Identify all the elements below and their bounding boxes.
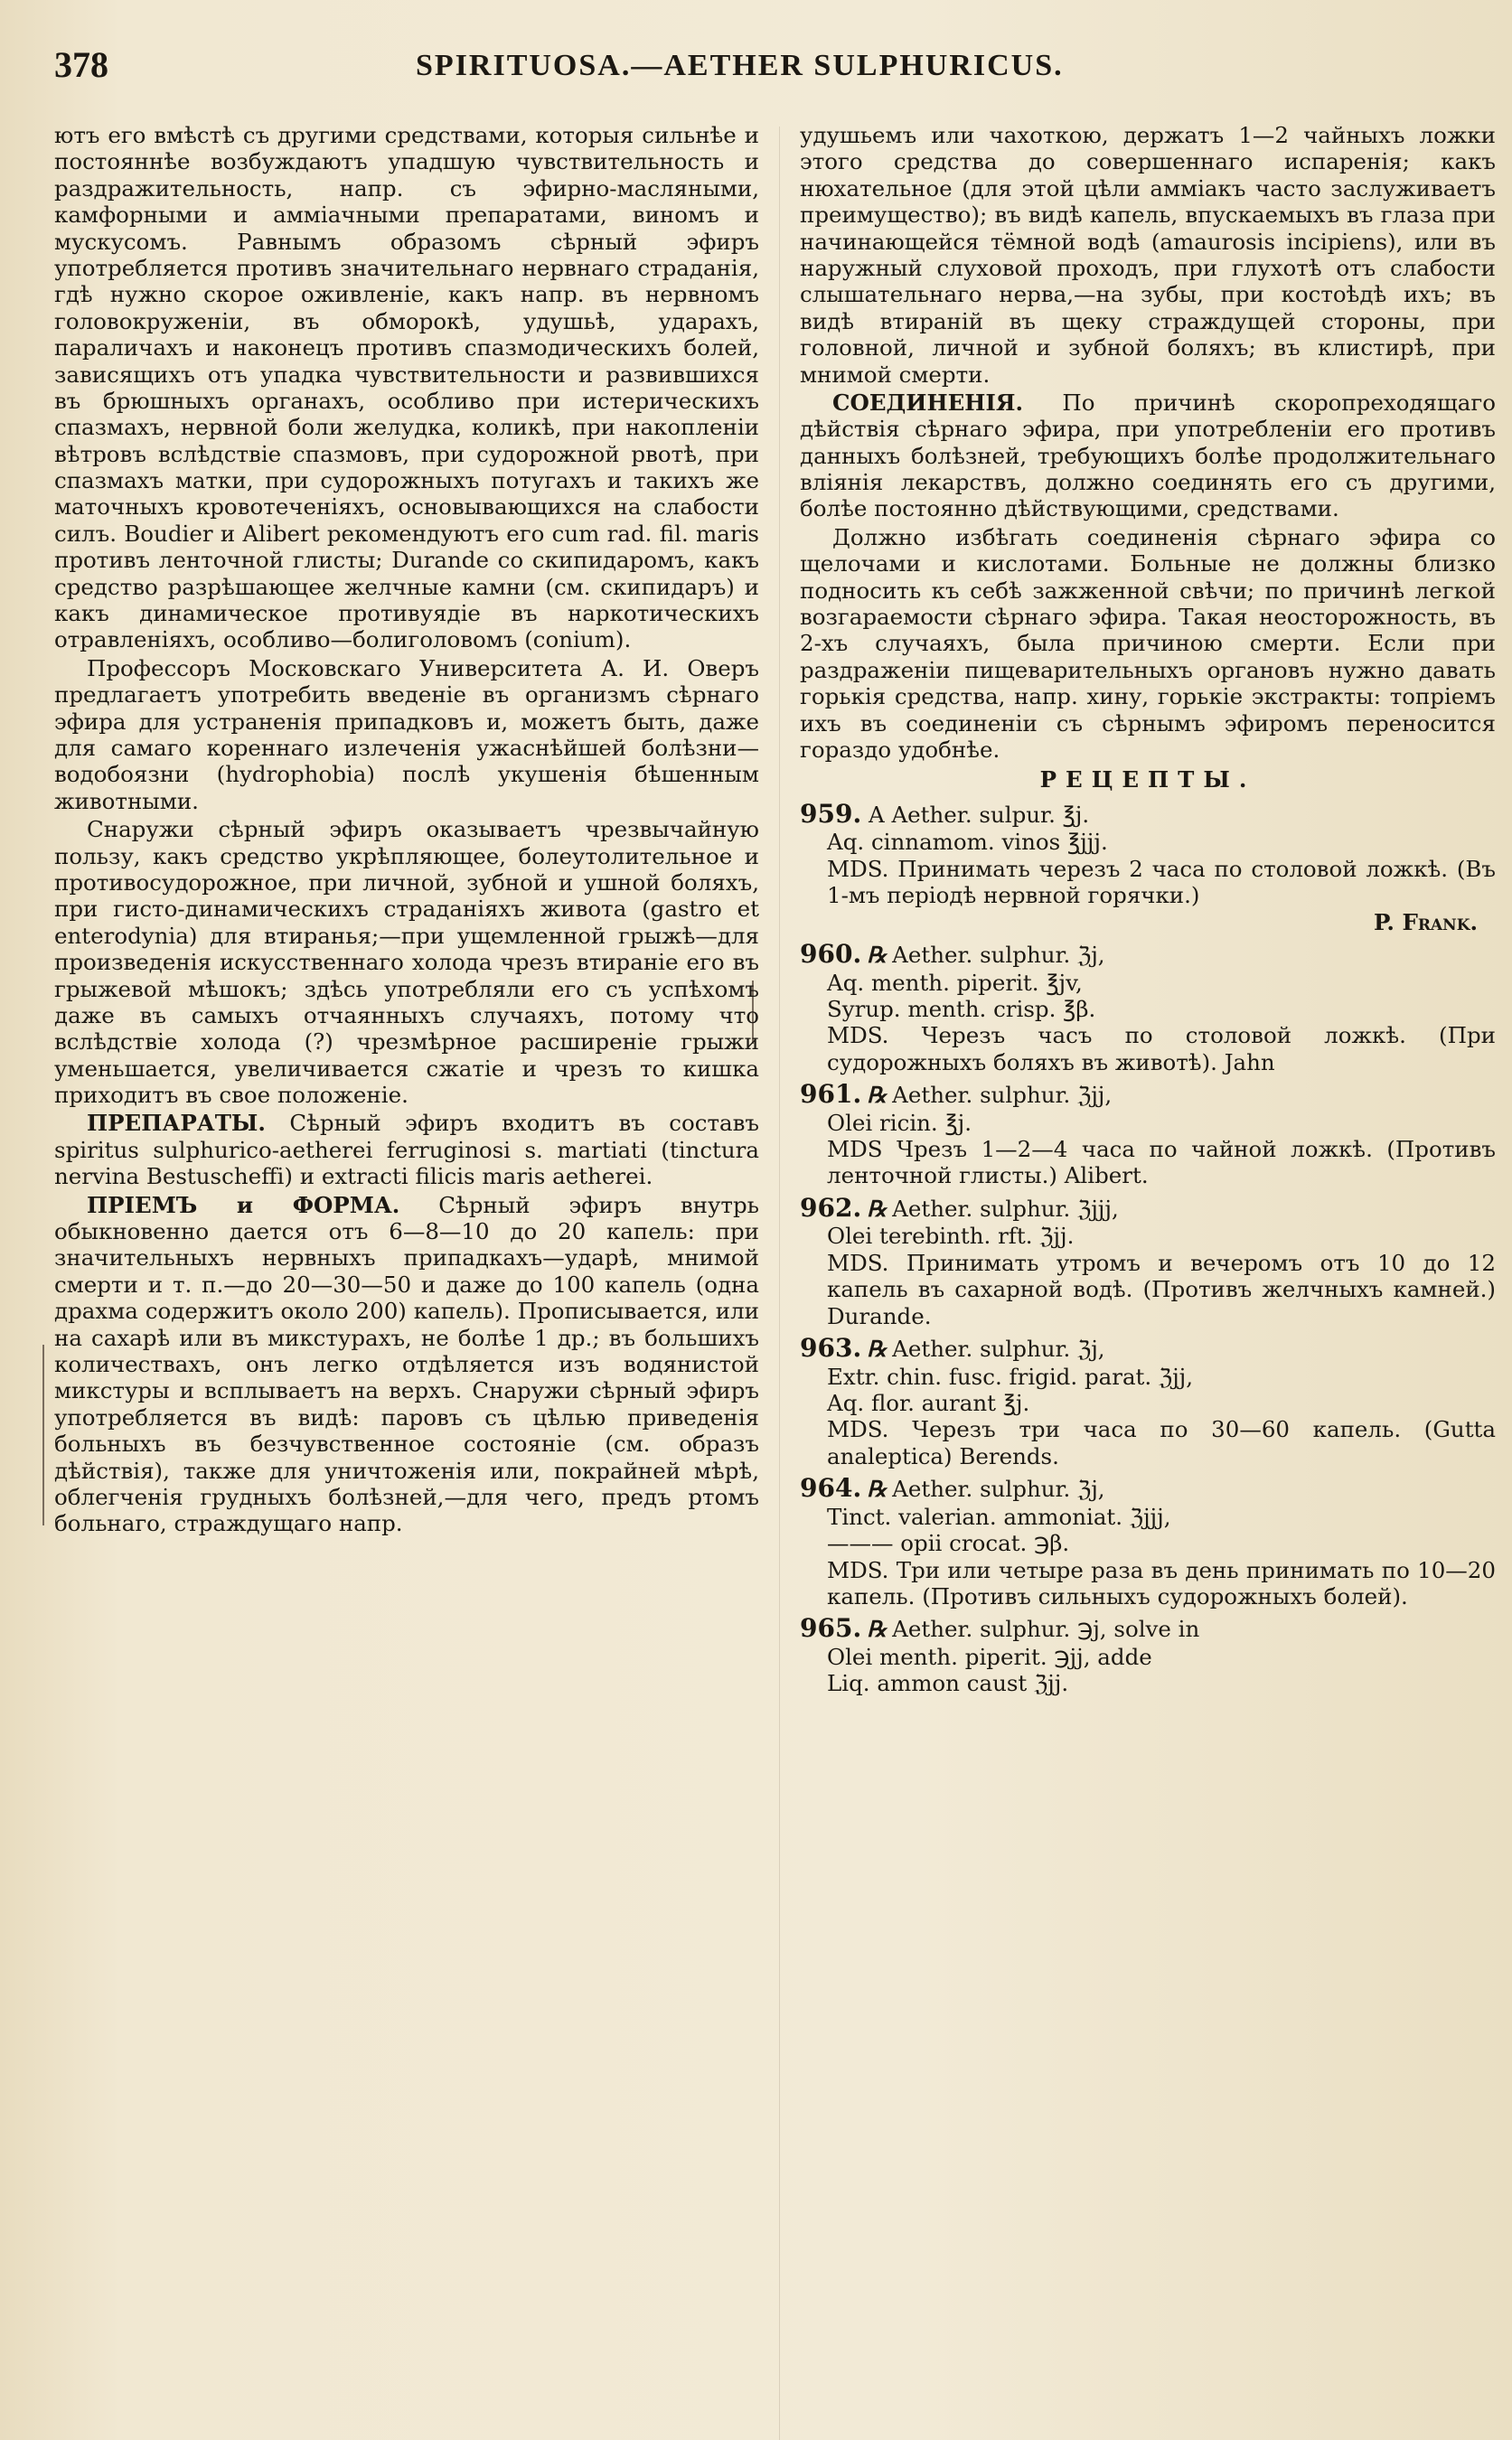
running-head: [54, 43, 1458, 98]
recipe: [800, 1473, 1496, 1609]
recipe-first-line: [800, 1333, 1496, 1364]
recipe-symbol: ℞: [867, 941, 887, 968]
recipe-first-line: [800, 799, 1496, 830]
recipe-ingredient: Aether. sulphur. ℨj,: [892, 1476, 1105, 1503]
recipe-line: MDS. Черезъ часъ по столовой ложкѣ. (При судорожныхъ боляхъ въ животѣ). Jahn: [827, 1022, 1496, 1075]
recipe-number: 960.: [800, 938, 862, 969]
recipe: [800, 799, 1496, 935]
recipe-line: MDS. Принимать черезъ 2 часа по столовой ложкѣ. (Въ 1-мъ періодѣ нервной горячки.): [827, 855, 1496, 909]
column-gutter: [779, 127, 780, 2440]
recipe-first-line: [800, 1193, 1496, 1224]
recipe-line: Aq. cinnamom. vinos ℥jjj.: [827, 829, 1108, 856]
section-heading: СОЕДИНЕНІЯ.: [832, 389, 1024, 416]
recipe: [800, 1333, 1496, 1469]
recipe: [800, 1193, 1496, 1329]
recipe-first-line: [800, 1079, 1496, 1110]
recipe-symbol: ℞: [867, 1616, 887, 1643]
paragraph: Профессоръ Московскаго Университета А. И. Оверъ предлагаетъ употребить введеніе въ организмъ сѣрнаго эфира для устраненія припадковъ и, можетъ быть, даже для самаго кореннаго излеченія ужаснѣйшей болѣзни—водобоязни (hydrophobia) послѣ укушенія бѣшенным животными.: [54, 654, 759, 814]
recipe-first-line: [800, 939, 1496, 970]
section-heading: ПРЕПАРАТЫ.: [87, 1110, 266, 1137]
paragraph-text: Сѣрный эфиръ входитъ въ составъ spiritus sulphurico-aetherei ferruginosi s. martiati (tinctura nervina Bestuscheffi) и extracti filicis maris aetherei.: [54, 1110, 760, 1190]
recipe-line: Olei menth. piperit. ℈jj, adde: [827, 1643, 1152, 1670]
paragraph: ютъ его вмѣстѣ съ другими средствами, которыя сильнѣе и постояннѣе возбуждаютъ упадшую чувствительность и раздражительность, напр. съ эфирно-масляными, камфорными и амміачными препаратами, виномъ и мускусомъ. Равнымъ образомъ сѣрный эфиръ употребляется противъ значительнаго нервнаго страданія, гдѣ нужно скорое оживленіе, какъ напр. въ нервномъ головокруженіи, въ обморокѣ, удушьѣ, ударахъ, параличахъ и наконецъ противъ спазмодическихъ болей, зависящихъ отъ упадка чувствительности и развившихся въ брюшныхъ органахъ, особливо при истерическихъ спазмахъ, нервной боли желудка, коликѣ, при накопленіи вѣтровъ вслѣдствіе спазмовъ, при судорожной рвотѣ, при спазмахъ матки, при судорожныхъ потугахъ и такихъ же маточныхъ кровотеченіяхъ, основывающихся на слабости силъ. Boudier и Alibert рекомендуютъ его cum rad. fil. maris противъ ленточной глисты; Durande со скипидаромъ, какъ средство разрѣшающее желчные камни (см. скипидаръ) и какъ динамическое противуядіе въ наркотическихъ отравленіяхъ, особливо—болиголовомъ (conium).: [54, 122, 759, 653]
paragraph: удушьемъ или чахоткою, держатъ 1—2 чайныхъ ложки этого средства до совершеннаго испаренія; какъ нюхательное (для этой цѣли амміакъ часто заслуживаетъ преимущество); въ видѣ капель, впускаемыхъ въ глаза при начинающейся тёмной водѣ (amaurosis incipiens), или въ наружный слуховой проходъ, при глухотѣ отъ слабости слышательнаго нерва,—на зубы, при костоѣдѣ ихъ; въ видѣ втираній въ щеку страждущей стороны, при головной, личной и зубной боляхъ; въ клистирѣ, при мнимой смерти.: [800, 122, 1496, 388]
recipe: [800, 1079, 1496, 1189]
recipe-ingredient: Aether. sulphur. ℨjj,: [892, 1082, 1113, 1109]
recipe-number: 962.: [800, 1192, 862, 1223]
paragraph: [54, 1192, 759, 1537]
recipe-line: Olei ricin. ℥j.: [827, 1109, 972, 1136]
recipe-line: ——— opii crocat. ℈β.: [827, 1530, 1070, 1557]
recipe-ingredient: Aether. sulphur. ℨjjj,: [892, 1195, 1119, 1222]
recipe-symbol: ℞: [867, 1082, 887, 1109]
recipe-symbol: ℞: [867, 1476, 887, 1503]
recipe-number: 959.: [800, 798, 862, 829]
paragraph: Должно избѣгать соединенія сѣрнаго эфира со щелочами и кислотами. Больные не должны близко подносить къ себѣ зажженной свѣчи; по причинѣ легкой возгараемости сѣрнаго эфира. Такая неосторожность, въ 2-хъ случаяхъ, была причиною смерти. Если при раздраженіи пищеварительныхъ органовъ нужно давать горькія средства, напр. хину, горькіе экстракты: топріемъ ихъ въ соединеніи съ сѣрнымъ эфиромъ переносится гораздо удобнѣе.: [800, 523, 1496, 763]
recipe-line: Aq. flor. aurant ℥j.: [827, 1389, 1030, 1416]
recipe: [800, 1613, 1496, 1696]
paragraph: Снаружи сѣрный эфиръ оказываетъ чрезвычайную пользу, какъ средство укрѣпляющее, болеутолительное и противосудорожное, при личной, зубной и ушной боляхъ, при гисто-динамическихъ страданіяхъ живота (gastro et enterodynia) для втиранья;—при ущемленной грыжѣ—для произведенія искусственнаго холода чрезъ втираніе его въ грыжевой мѣшокъ; здѣсь употребляли его съ успѣхомъ даже въ самыхъ отчаянныхъ случаяхъ, потому что вслѣдствіе холода (?) чрезмѣрное расширеніе грыжи уменьшается, увеличивается сжатіе и чрезъ то кишка приходитъ въ свое положеніе.: [54, 816, 759, 1109]
recipe-line: MDS. Черезъ три часа по 30—60 капель. (Gutta analeptica) Berends.: [827, 1416, 1496, 1469]
recipe-number: 964.: [800, 1473, 862, 1504]
recipe-number: 961.: [800, 1079, 862, 1110]
page-number: 378: [54, 44, 108, 85]
recipe-line: MDS Чрезъ 1—2—4 часа по чайной ложкѣ. (Противъ ленточной глисты.) Alibert.: [827, 1136, 1496, 1189]
recipe-line: Syrup. menth. crisp. ℥β.: [827, 995, 1096, 1022]
recipe-number: 963.: [800, 1333, 862, 1363]
recipe-first-line: [800, 1473, 1496, 1504]
recipe-ingredient: Aether. sulphur. ℨj,: [892, 1336, 1105, 1362]
recipe-number: 965.: [800, 1613, 862, 1644]
running-title: SPIRITUOSA.—AETHER SULPHURICUS.: [416, 49, 1064, 82]
left-column: [54, 122, 759, 1539]
recipe-ingredient: Aether. sulphur. ℈j, solve in: [892, 1616, 1200, 1643]
recipe-first-line: [800, 1613, 1496, 1644]
recipe-line: Extr. chin. fusc. frigid. parat. ℨjj,: [827, 1363, 1194, 1390]
paragraph-text: По причинѣ скоропреходящаго дѣйствія сѣрнаго эфира, при употребленіи его противъ данныхъ болѣзней, требующихъ болѣе продолжительнаго вліянія лекарствъ, должно соединять его съ другими, болѣе постоянно дѣйствующими, средствами.: [800, 389, 1496, 522]
recipe-line: Aq. menth. piperit. ℥jv,: [827, 969, 1083, 996]
right-column: [800, 122, 1496, 1697]
recipes-heading: РЕЦЕПТЫ.: [1039, 766, 1256, 793]
recipe-line: MDS. Принимать утромъ и вечеромъ отъ 10 до 12 капель въ сахарной водѣ. (Противъ желчныхъ камней.) Durande.: [827, 1249, 1496, 1329]
paragraph: [54, 1110, 759, 1189]
pencil-margin-mark: [42, 1345, 44, 1525]
recipe-line: Olei terebinth. rft. ℨjj.: [827, 1223, 1075, 1250]
paragraph-text: Сѣрный эфиръ внутрь обыкновенно дается отъ 6—8—10 до 20 капель: при значительныхъ нервныхъ припадкахъ—ударѣ, мнимой смерти и т. п.—до 20—30—50 и даже до 100 капель (одна драхма содержитъ около 200) капель). Прописывается, или на сахарѣ или въ микстурахъ, не болѣе 1 др.; въ большихъ количествахъ, онъ легко отдѣляется изъ водянистой микстуры и всплываетъ на верхъ. Снаружи сѣрный эфиръ употребляется въ видѣ: паровъ съ цѣлью приведенія больныхъ въ безчувственное состояніе (см. образъ дѣйствія), также для уничтоженія или, покрайней мѣрѣ, облегченія грудныхъ болѣзней,—для чего, предъ ртомъ больнаго, страждущаго напр.: [54, 1191, 759, 1537]
recipe-symbol: ℞: [867, 1336, 887, 1362]
recipe-line: MDS. Три или четыре раза въ день принимать по 10—20 капель. (Противъ сильныхъ судорожныхъ болей).: [827, 1556, 1496, 1609]
recipe-list: [800, 799, 1496, 1697]
section-heading: ПРІЕМЪ и ФОРМА.: [87, 1191, 400, 1218]
recipe-symbol: ℞: [867, 1195, 887, 1222]
recipe-line: Tinct. valerian. ammoniat. ℨjjj,: [827, 1503, 1171, 1530]
recipe-author: P. Frank.: [1374, 908, 1478, 935]
recipe-ingredient: Aether. sulphur. ℨj,: [892, 941, 1105, 968]
recipe: [800, 939, 1496, 1075]
paragraph: [800, 389, 1496, 522]
recipe-line: Liq. ammon caust ℨjj.: [827, 1670, 1069, 1697]
recipe-ingredient: A Aether. sulpur. ℥j.: [869, 801, 1090, 828]
